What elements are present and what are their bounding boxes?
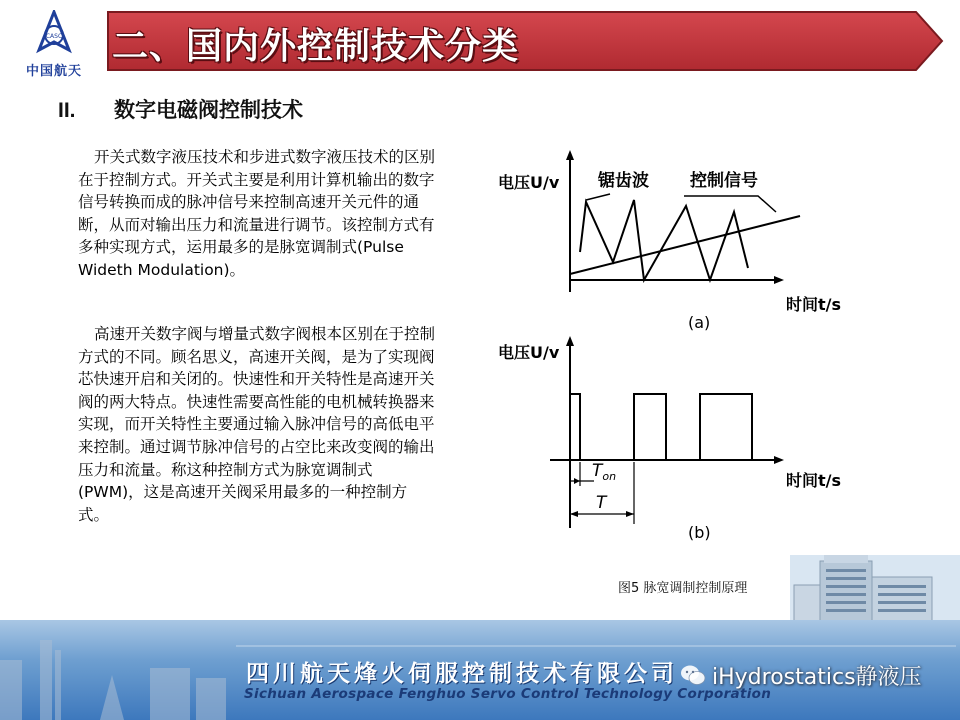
panel-b-tag: (b) (688, 523, 711, 542)
panel-a-x-arrow (774, 276, 784, 284)
label-sawtooth: 锯齿波 (598, 171, 649, 191)
label-ton-main: T (592, 461, 603, 481)
company-name-cn: 四川航天烽火伺服控制技术有限公司 (246, 661, 678, 687)
label-period: T (596, 493, 607, 513)
pwm-figure (488, 140, 868, 560)
pwm-pulse-wave (570, 394, 752, 460)
title-banner (106, 10, 946, 72)
label-ton-sub: on (602, 470, 617, 483)
panel-a (498, 150, 841, 332)
section-heading (58, 94, 303, 124)
watermark (676, 661, 928, 689)
ton-arrow (574, 478, 580, 484)
logo (8, 10, 100, 82)
control-pointer (684, 196, 776, 212)
panel-a-y-arrow (566, 150, 574, 160)
period-arrow-left (570, 511, 578, 517)
paragraph-2: 高速开关数字阀与增量式数字阀根本区别在于控制方式的不同。顾名思义，高速开关阀，是为了实现阀芯快速开启和关闭的。快速性和开关特性是高速开关阀的两大特点。快速性需要高性能的电机械转换器来实现，而开关特性主要通过输入脉冲信号的高低电平来控制。通过调节脉冲信号的占空比来改变阀的输出压力和流量。称这种控制方式为脉宽调制式(PWM)，这是高速开关阀采用最多的一种控制方式。 (78, 325, 436, 524)
paragraph-1: 开关式数字液压技术和步进式数字液压技术的区别在于控制方式。开关式主要是利用计算机输出的数字信号转换而成的脉冲信号来控制高速开关元件的通断，从而对输出压力和流量进行调节。该控制方式有多种实现方式，运用最多的是脉宽调制式(Pulse Wideth Modulation)。 (78, 148, 436, 279)
panel-b (498, 336, 841, 542)
page-title: 二、国内外控制技术分类 (112, 26, 520, 67)
company-name-en: Sichuan Aerospace Fenghuo Servo Control Technology Corporation (244, 686, 772, 702)
panel-b-xlabel: 时间t/s (786, 471, 842, 490)
casc-emblem-icon (36, 10, 72, 56)
figure-caption: 图5 脉宽调制控制原理 (618, 581, 748, 596)
emblem-text: CASC (45, 33, 63, 40)
watermark-text: iHydrostatics静液压 (712, 664, 922, 690)
panel-b-y-arrow (566, 336, 574, 346)
building-image (790, 555, 960, 630)
panel-b-ylabel: 电压U/v (498, 343, 560, 362)
sawtooth-wave (580, 200, 748, 280)
panel-a-tag: (a) (688, 313, 711, 332)
wechat-icon (680, 664, 706, 686)
panel-a-ylabel: 电压U/v (498, 173, 560, 192)
panel-b-x-arrow (774, 456, 784, 464)
section-title: 数字电磁阀控制技术 (114, 98, 303, 122)
section-number: II. (58, 99, 76, 122)
period-arrow-right (626, 511, 634, 517)
sawtooth-pointer (586, 194, 610, 200)
label-ton (592, 461, 616, 483)
panel-a-xlabel: 时间t/s (786, 295, 842, 314)
logo-text: 中国航天 (25, 64, 82, 79)
label-control-signal: 控制信号 (690, 171, 758, 191)
